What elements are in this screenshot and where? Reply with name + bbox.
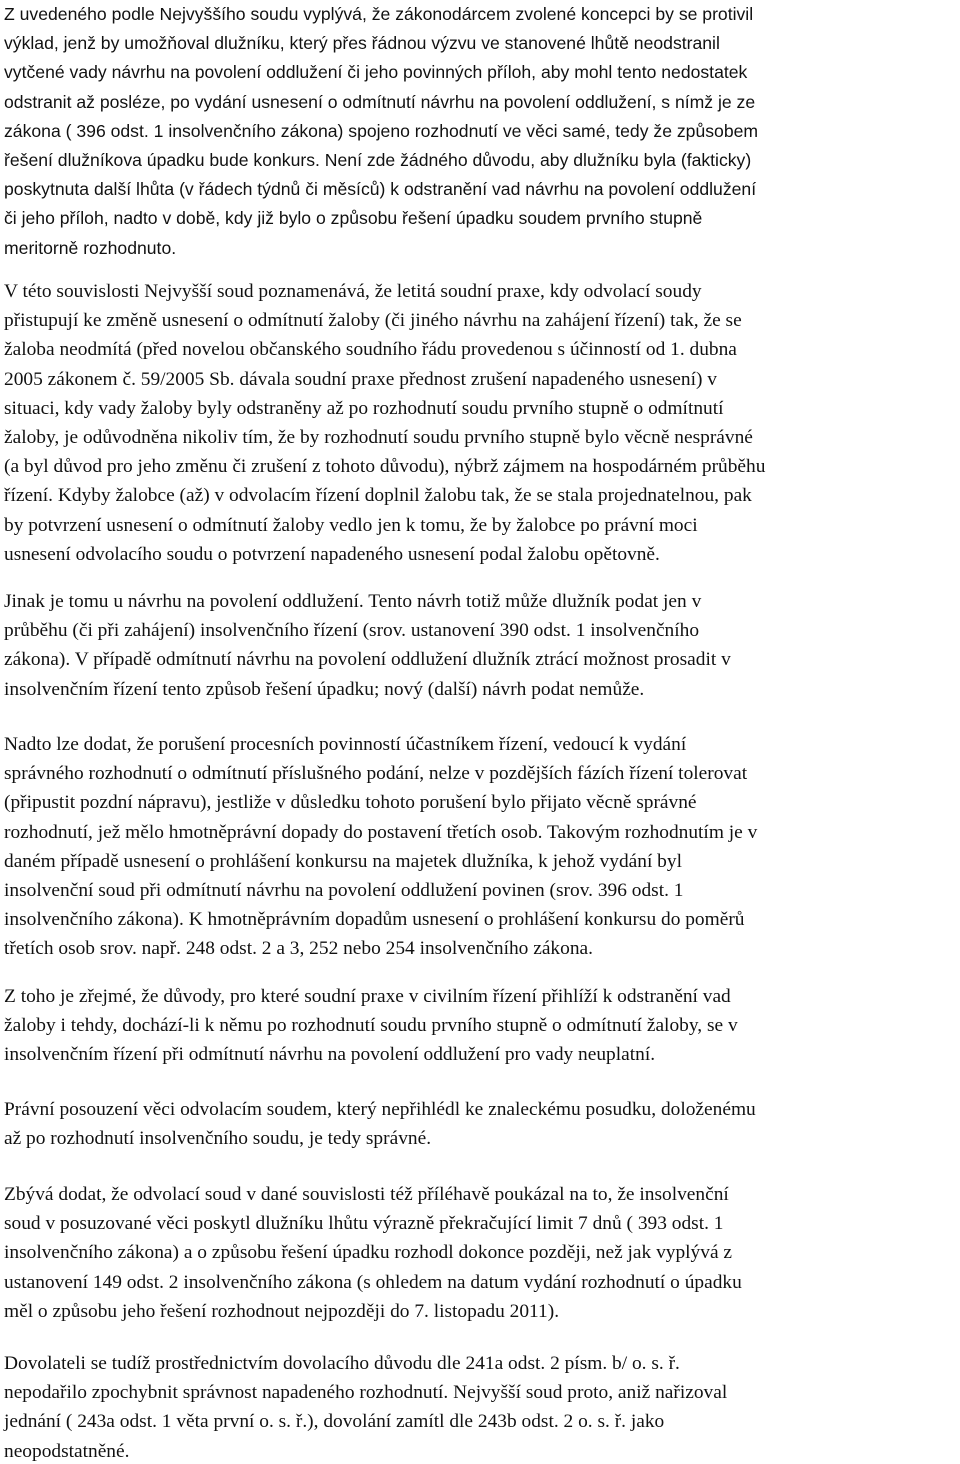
text-line: neopodstatněné. xyxy=(4,1440,130,1462)
text-line: nepodařilo zpochybnit správnost napadeného rozhodnutí. Nejvyšší soud proto, aniž nařizoval xyxy=(4,1382,728,1404)
text-line: situaci, kdy vady žaloby byly odstraněny až po rozhodnutí soudu prvního stupně o odmítnutí xyxy=(4,397,724,419)
text-line: poskytnuta další lhůta (v řádech týdnů či měsíců) k odstranění vad návrhu na povolení oddlužení xyxy=(4,179,757,200)
text-line: Dovolateli se tudíž prostřednictvím dovolacího důvodu dle 241a odst. 2 písm. b/ o. s. ř. xyxy=(4,1353,680,1374)
paragraph-1 xyxy=(4,0,758,263)
text-line: Z toho je zřejmé, že důvody, pro které soudní praxe v civilním řízení přihlíží k odstranění vad xyxy=(4,986,731,1007)
text-line: či jeho příloh, nadto v době, kdy již bylo o způsobu řešení úpadku soudem prvního stupně xyxy=(4,208,703,229)
paragraph-4 xyxy=(4,730,757,964)
text-line: správného rozhodnutí o odmítnutí příslušného podání, nelze v pozdějších fázích řízení tolerovat xyxy=(4,763,748,785)
text-line: výklad, jenž by umožňoval dlužníku, který přes řádnou výzvu ve stanovené lhůtě neodstranil xyxy=(4,33,720,54)
text-line: usnesení odvolacího soudu o potvrzení napadeného usnesení podal žalobu opětovně. xyxy=(4,543,660,565)
paragraph-8 xyxy=(4,1349,727,1464)
text-line: meritorně rozhodnuto. xyxy=(4,237,177,258)
text-line: daném případě usnesení o prohlášení konkursu na majetek dlužníka, k jehož vydání byl xyxy=(4,850,682,872)
text-line: Z uvedeného podle Nejvyššího soudu vyplývá, že zákonodárcem zvolené koncepci by se protivil xyxy=(4,4,754,24)
text-line: Nadto lze dodat, že porušení procesních povinností účastníkem řízení, vedoucí k vydání xyxy=(4,734,687,755)
text-line: průběhu (či při zahájení) insolvenčního řízení (srov. ustanovení 390 odst. 1 insolvenčního xyxy=(4,620,700,642)
paragraph-6 xyxy=(4,1095,756,1153)
paragraph-7 xyxy=(4,1180,742,1326)
paragraph-3 xyxy=(4,587,731,704)
text-line: zákona ( 396 odst. 1 insolvenčního zákona) spojeno rozhodnutí ve věci samé, tedy že způsobem xyxy=(4,120,759,141)
text-line: V této souvislosti Nejvyšší soud poznamenává, že letitá soudní praxe, kdy odvolací soudy xyxy=(4,281,702,302)
text-line: odstranit až posléze, po vydání usnesení o odmítnutí návrhu na povolení oddlužení, s nímž je ze xyxy=(4,91,756,112)
text-line: třetích osob srov. např. 248 odst. 2 a 3, 252 nebo 254 insolvenčního zákona. xyxy=(4,938,593,960)
text-line: insolvenčního zákona) a o způsobu řešení úpadku rozhodl dokonce později, než jak vyplývá z xyxy=(4,1242,733,1264)
text-line: až po rozhodnutí insolvenčního soudu, je tedy správné. xyxy=(4,1128,432,1150)
text-line: žaloby i tehdy, dochází-li k němu po rozhodnutí soudu prvního stupně o odmítnutí žaloby, se v xyxy=(4,1015,738,1037)
text-line: insolvenčním řízení tento způsob řešení úpadku; nový (další) návrh podat nemůže. xyxy=(4,678,645,700)
text-line: insolvenčního zákona). K hmotněprávním dopadům usnesení o prohlášení konkursu do poměrů xyxy=(4,909,745,931)
paragraph-2 xyxy=(4,277,765,569)
text-line: přistupují ke změně usnesení o odmítnutí žaloby (či jiného návrhu na zahájení řízení) tak, že se xyxy=(4,310,742,332)
text-line: zákona). V případě odmítnutí návrhu na povolení oddlužení dlužník ztrácí možnost prosadit v xyxy=(4,649,731,671)
text-line: Jinak je tomu u návrhu na povolení oddlužení. Tento návrh totiž může dlužník podat jen v xyxy=(4,591,702,612)
text-line: měl o způsobu jeho řešení rozhodnout nejpozději do 7. listopadu 2011). xyxy=(4,1300,560,1322)
text-line: (připustit pozdní nápravu), jestliže v důsledku tohoto porušení bylo přijato věcně správné xyxy=(4,792,697,814)
text-line: 2005 zákonem č. 59/2005 Sb. dávala soudní praxe přednost zrušení napadeného usnesení) v xyxy=(4,368,717,390)
text-line: Zbývá dodat, že odvolací soud v dané souvislosti též příléhavě poukázal na to, že insolvenční xyxy=(4,1184,729,1205)
text-line: řešení dlužníkova úpadku bude konkurs. Není zde žádného důvodu, aby dlužníku byla (fakticky) xyxy=(4,149,752,170)
text-line: vytčené vady návrhu na povolení oddlužení či jeho povinných příloh, aby mohl tento nedostatek xyxy=(4,62,748,83)
text-line: jednání ( 243a odst. 1 věta první o. s. ř.), dovolání zamítl dle 243b odst. 2 o. s. ř. jako xyxy=(4,1411,665,1433)
text-line: (a byl důvod pro jeho změnu či zrušení z tohoto důvodu), nýbrž zájmem na hospodárném průběhu xyxy=(4,456,766,478)
text-line: insolvenčním řízení při odmítnutí návrhu na povolení oddlužení pro vady neuplatní. xyxy=(4,1044,656,1066)
text-line: Právní posouzení věci odvolacím soudem, který nepřihlédl ke znaleckému posudku, doloženému xyxy=(4,1099,756,1120)
text-line: ustanovení 149 odst. 2 insolvenčního zákona (s ohledem na datum vydání rozhodnutí o úpadku xyxy=(4,1271,742,1293)
text-line: řízení. Kdyby žalobce (až) v odvolacím řízení doplnil žalobu tak, že se stala projednatelnou, pak xyxy=(4,485,752,507)
text-line: insolvenční soud při odmítnutí návrhu na povolení oddlužení povinen (srov. 396 odst. 1 xyxy=(4,879,684,901)
text-line: soud v posuzované věci poskytl dlužníku lhůtu výrazně překračující limit 7 dnů ( 393 odst. 1 xyxy=(4,1213,724,1235)
text-line: žaloba neodmítá (před novelou občanského soudního řádu provedenou s účinností od 1. dubna xyxy=(4,339,737,361)
text-line: by potvrzení usnesení o odmítnutí žaloby vedlo jen k tomu, že by žalobce po právní moci xyxy=(4,514,698,536)
text-line: žaloby, je odůvodněna nikoliv tím, že by rozhodnutí soudu prvního stupně bylo věcně nesprávné xyxy=(4,426,753,448)
text-line: rozhodnutí, jež mělo hmotněprávní dopady do postavení třetích osob. Takovým rozhodnutím je v xyxy=(4,821,758,843)
paragraph-5 xyxy=(4,982,738,1070)
